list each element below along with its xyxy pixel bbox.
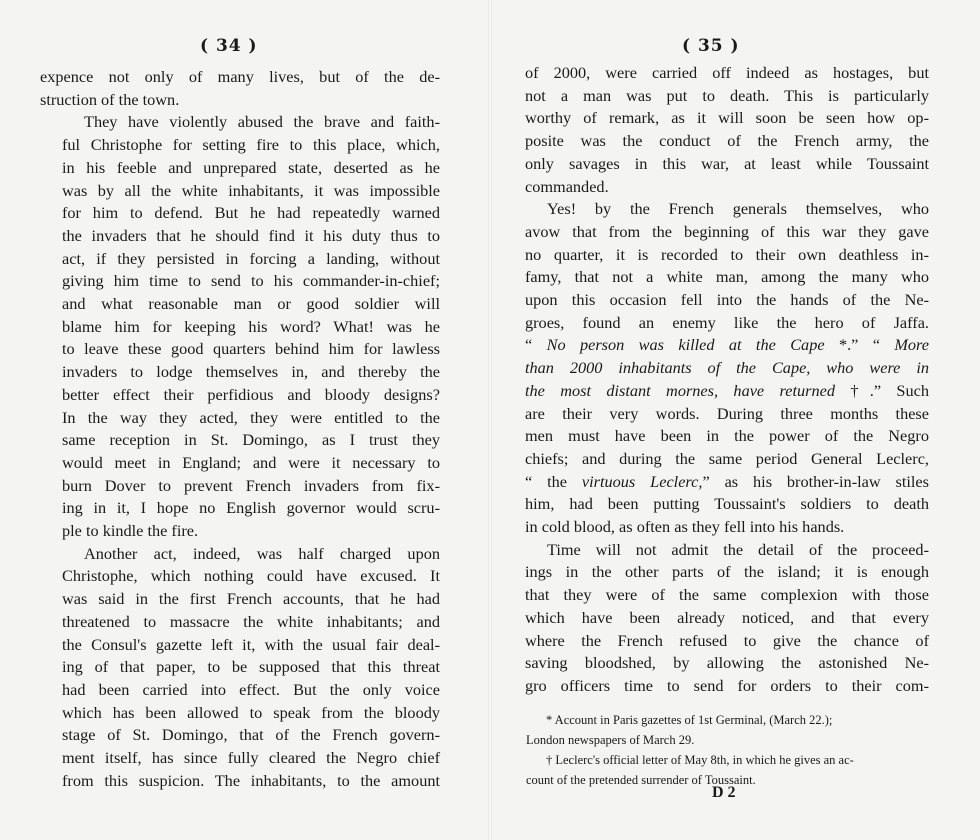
text-line: ings in the other parts of the island; it is enough	[525, 562, 929, 582]
text-line: threatened to massacre the white inhabitants; and	[62, 611, 440, 631]
text-line: ing of that paper, to be supposed that this threat	[62, 657, 440, 677]
italic-quote: virtuous Leclerc,	[581, 471, 703, 491]
text-line: burn Dover to prevent French invaders from fix-	[62, 475, 440, 495]
text-line: which have been already noticed, and that every	[525, 607, 929, 627]
paragraph	[40, 66, 440, 111]
text-line: to leave these good quarters behind him for lawless	[62, 339, 440, 359]
paragraph	[40, 543, 440, 793]
page-body	[40, 66, 440, 793]
quote-line: “ No person was killed at the Cape *.” “ More	[525, 335, 930, 355]
quote-line: “ the virtuous Leclerc,” as his brother-in-law stiles	[525, 471, 929, 491]
right-page	[490, 0, 980, 840]
quote-line: the most distant mornes, have returned †.” Such	[525, 380, 929, 400]
text-line: worthy of remark, as it will soon be seen how op-	[525, 108, 929, 128]
text-line: Time will not admit the detail of the proceed-	[547, 539, 929, 559]
text-line: giving him time to send to his commander-in-chief;	[62, 271, 440, 291]
page-number: ( 34 )	[200, 36, 258, 56]
text-line: groes, found an enemy like the hero of Jaffa.	[525, 312, 929, 332]
text-line: Another act, indeed, was half charged upon	[84, 543, 440, 563]
text-line: would meet in England; and were it necessary to	[62, 452, 440, 472]
text-line: posite was the conduct of the French army, the	[525, 131, 929, 151]
text-line: ple to kindle the fire.	[62, 521, 199, 541]
text-line: upon this occasion fell into the hands of the Ne-	[525, 290, 929, 310]
text-line: stage of St. Domingo, that of the French govern-	[62, 725, 440, 745]
text-line: the invaders that he should find it his duty thus to	[62, 225, 440, 245]
quote-line	[525, 357, 929, 380]
footnotes	[526, 710, 946, 790]
text-line: Yes! by the French generals themselves, who	[547, 199, 929, 219]
footnote-line: London newspapers of March 29.	[526, 733, 695, 747]
text-line: Christophe, which nothing could have excused. It	[62, 566, 440, 586]
italic-quote: than 2000 inhabitants of the Cape, who were in	[525, 358, 929, 378]
text-line: from this suspicion. The inhabitants, to the amount	[62, 770, 440, 790]
text-line: famy, that not a white man, among the many who	[525, 267, 929, 287]
text-line: the Consul's gazette left it, with the usual fair deal-	[62, 634, 440, 654]
text-line: of 2000, were carried off indeed as hostages, but	[525, 63, 929, 82]
text-line: for him to defend. But he had repeatedly warned	[62, 203, 440, 223]
text-line: ment itself, has since fully cleared the Negro chief	[62, 748, 440, 768]
italic-quote: the most distant mornes, have returned	[525, 380, 835, 400]
text-line: ing in it, I hope no English governor would scru-	[62, 498, 440, 518]
text-line: better effect their perfidious and bloody designs?	[62, 384, 440, 404]
paragraph	[525, 539, 929, 698]
text-line: struction of the town.	[40, 89, 180, 109]
text-line: where the French refused to give the chance of	[525, 630, 929, 650]
text-line: act, if they persisted in forcing a landing, without	[62, 248, 440, 268]
text-line: no quarter, it is recorded to their own deathless in-	[525, 244, 929, 264]
paragraph	[525, 198, 929, 539]
text-line: that they were of the same complexion with those	[525, 585, 929, 605]
footnote-line: † Leclerc's official letter of May 8th, in which he gives an ac-	[546, 753, 854, 767]
footnote-line: count of the pretended surrender of Toussaint.	[526, 773, 756, 787]
text-line: in cold blood, as often as they fell into his hands.	[525, 517, 845, 537]
text-line: only savages in this war, at least while Toussaint	[525, 153, 929, 173]
text-line: saving bloodshed, by allowing the astonished Ne-	[525, 653, 929, 673]
page-body	[525, 62, 929, 698]
text-line: was said in the first French accounts, that he had	[62, 589, 440, 609]
text-line: same reception in St. Domingo, as I trust they	[62, 430, 440, 450]
text-line: him, had been putting Toussaint's soldiers to death	[525, 494, 929, 514]
signature-mark: D 2	[712, 784, 736, 801]
text-line: had been carried into effect. But the only voice	[62, 679, 440, 699]
italic-quote: No person was killed at the Cape	[546, 335, 825, 355]
text-line: avow that from the beginning of this war they gave	[525, 221, 929, 241]
text-line: gro officers time to send for orders to their com-	[525, 675, 929, 695]
text-line: are their very words. During three months these	[525, 403, 929, 423]
text-line: chiefs; and during the same period General Leclerc,	[525, 448, 929, 468]
text-line: was by all the white inhabitants, it was impossible	[62, 180, 440, 200]
text-line: and what reasonable man or good soldier will	[62, 294, 440, 314]
text-line: commanded.	[525, 176, 609, 196]
text-line: men must have been in the power of the Negro	[525, 426, 929, 446]
footnote-line: * Account in Paris gazettes of 1st Germinal, (March 22.);	[546, 713, 833, 727]
text-line: They have violently abused the brave and faith-	[84, 112, 440, 132]
text-line: in his feeble and unprepared state, deserted as he	[62, 157, 440, 177]
page-number: ( 35 )	[682, 36, 740, 56]
paragraph	[40, 111, 440, 542]
paragraph	[525, 62, 929, 198]
text-line: not a man was put to death. This is particularly	[525, 85, 929, 105]
text-line: expence not only of many lives, but of the de-	[40, 67, 440, 86]
text-line: which has been allowed to speak from the bloody	[62, 702, 440, 722]
text-line: In the way they acted, they were entitled to the	[62, 407, 440, 427]
text-line: ful Christophe for setting fire to this place, which,	[62, 135, 440, 155]
text-line: invaders to lodge themselves in, and thereby the	[62, 362, 440, 382]
text-line: blame him for keeping his word? What! was he	[62, 316, 440, 336]
italic-quote: More	[894, 335, 930, 355]
